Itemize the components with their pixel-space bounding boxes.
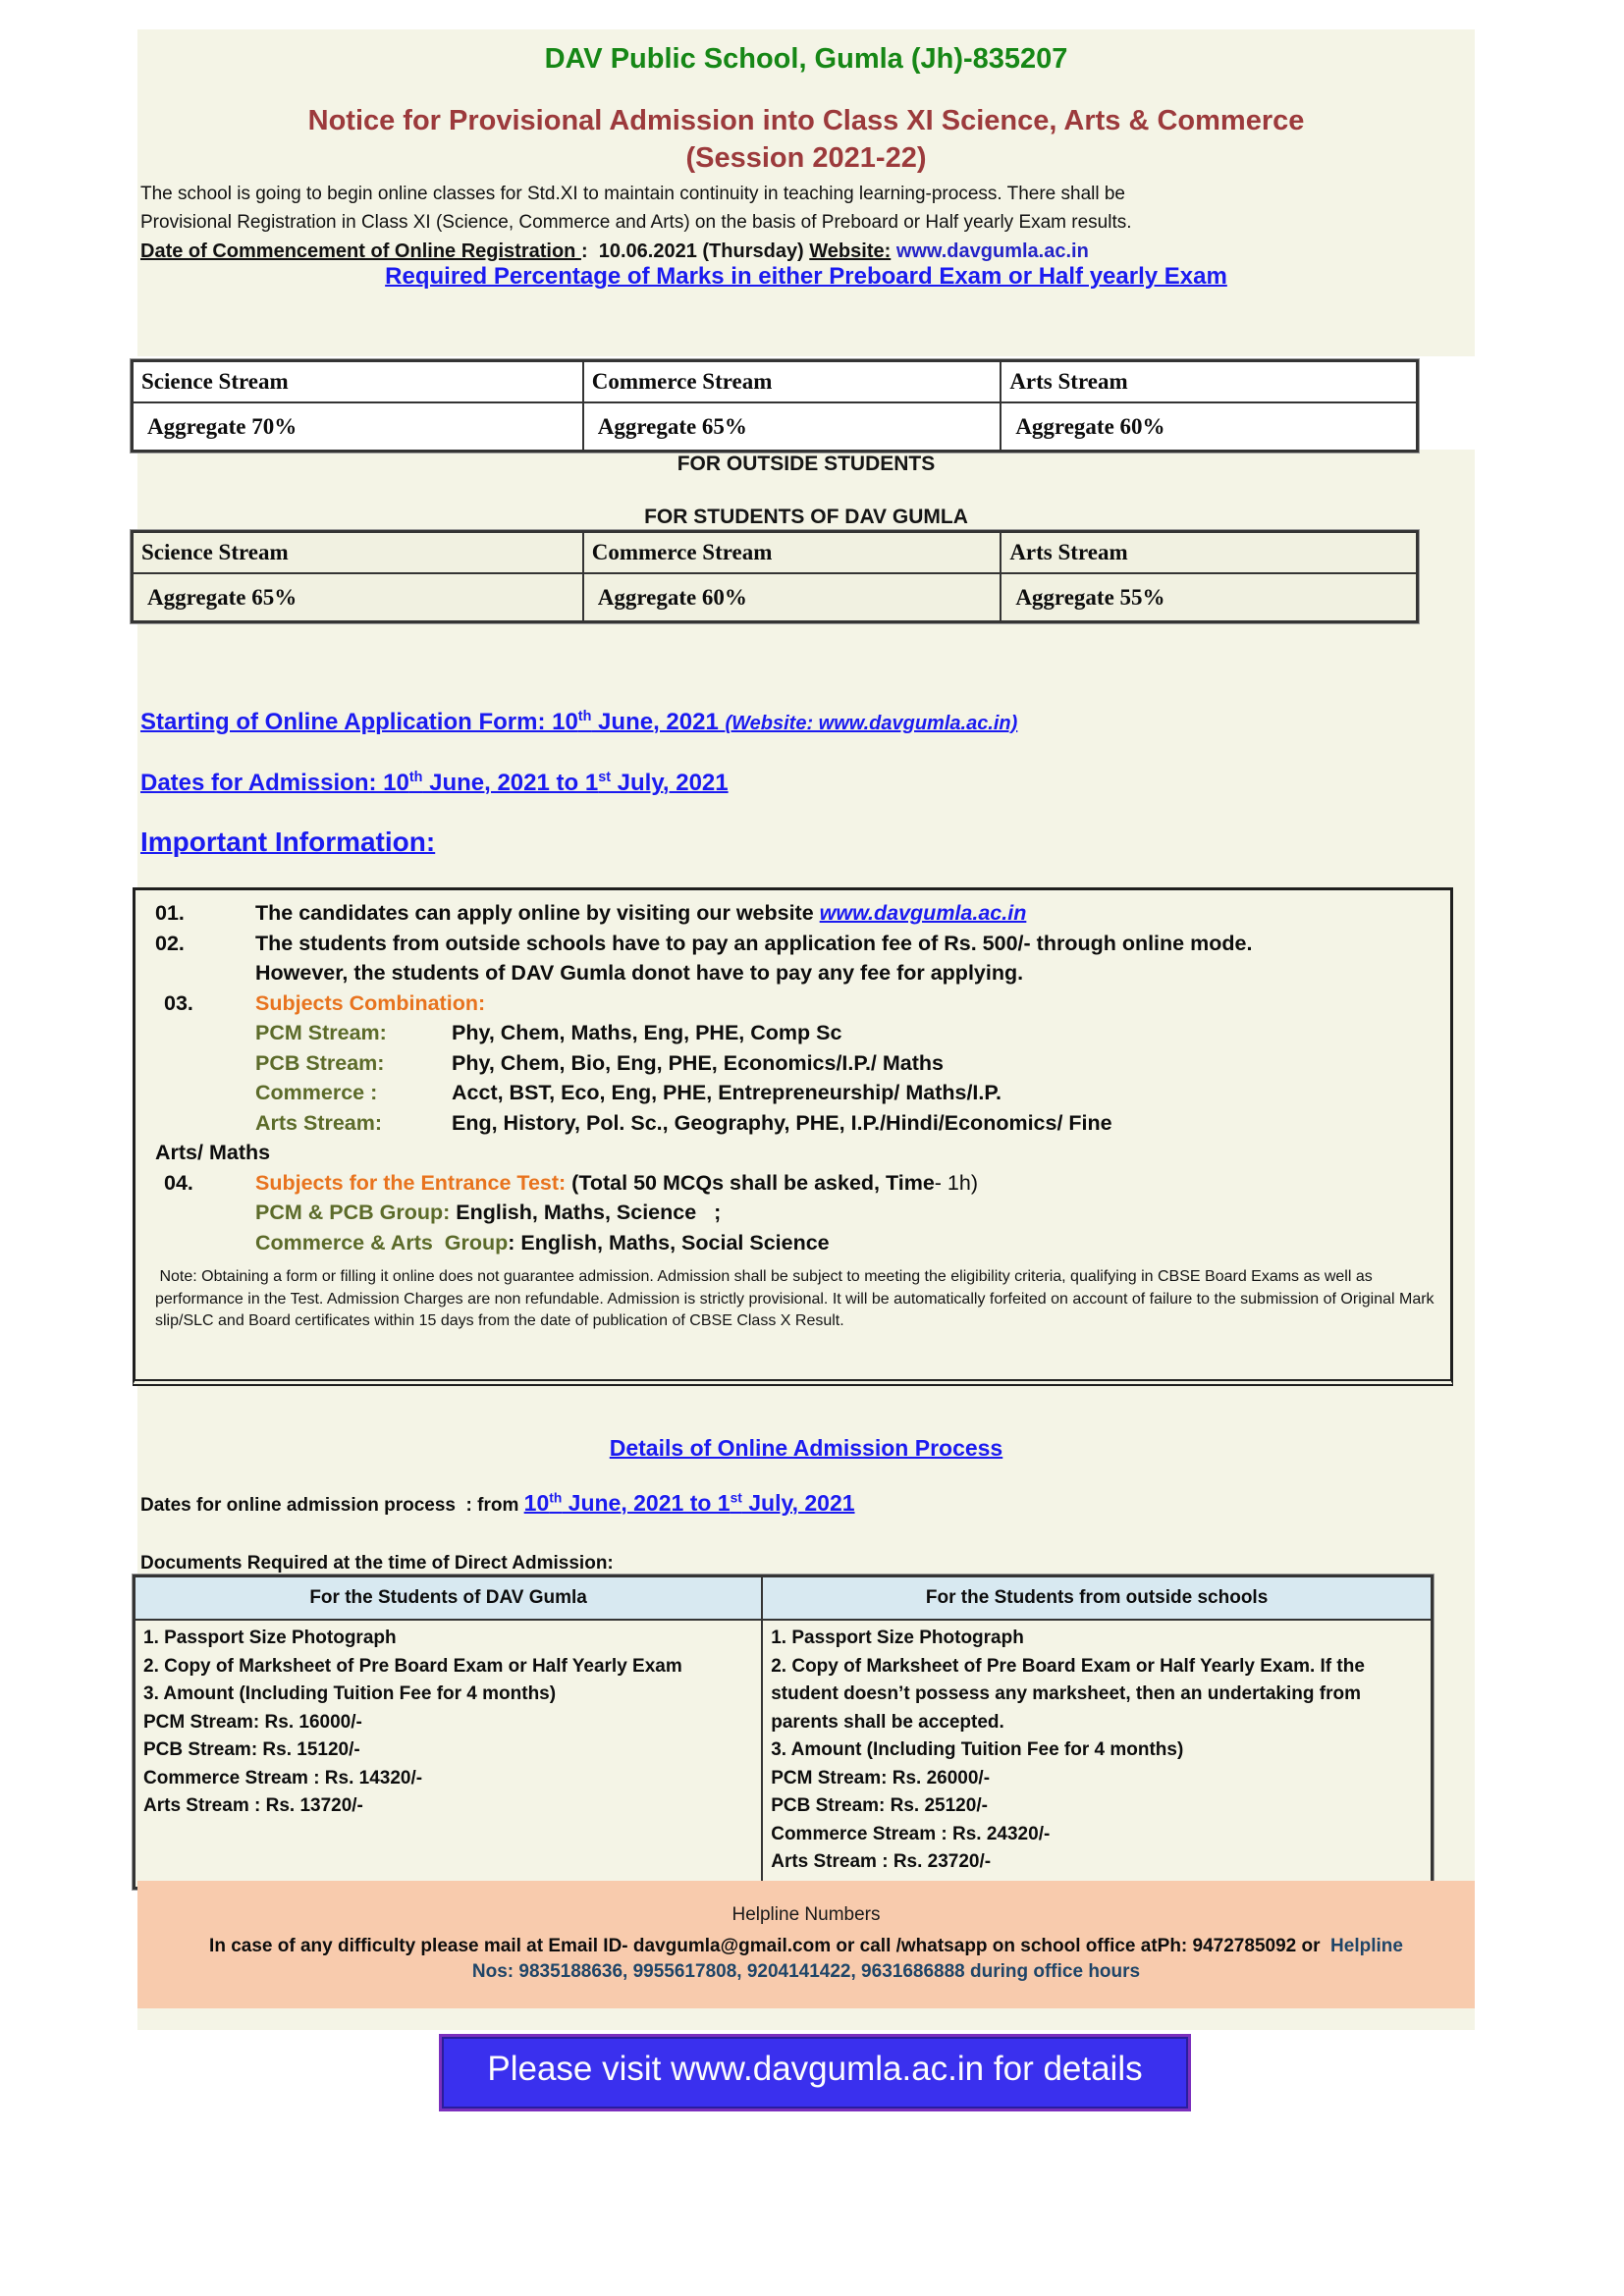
value-cell: Aggregate 60% <box>1001 402 1417 452</box>
item-text: The students from outside schools have to pay an application fee of Rs. 500/- through online mode. However, the students of DAV Gumla donot have to pay any fee for applying. <box>255 931 1253 986</box>
ordinal-suffix: th <box>408 770 423 785</box>
info-item-03 <box>155 988 1436 1019</box>
documents-required-label: Documents Required at the time of Direct Admission: <box>140 1553 614 1574</box>
value-cell: Aggregate 70% <box>133 402 583 452</box>
stream-subjects: Acct, BST, Eco, Eng, PHE, Entrepreneurship/ Maths/I.P. <box>452 1081 1001 1105</box>
header-cell: Arts Stream <box>1001 532 1417 574</box>
helpline-text <box>196 1934 1416 1984</box>
website-link[interactable]: www.davgumla.ac.in <box>891 240 1089 262</box>
header-cell: For the Students from outside schools <box>762 1576 1432 1621</box>
item-number: 01. <box>155 901 185 925</box>
application-start-line <box>140 709 1017 736</box>
pcb-stream-row <box>255 1048 1436 1079</box>
value-cell: Aggregate 65% <box>583 402 1001 452</box>
intro-paragraph <box>140 181 1461 266</box>
documents-table <box>133 1575 1434 1890</box>
visit-website-button[interactable] <box>439 2034 1191 2111</box>
pcm-stream-row <box>255 1018 1436 1048</box>
registration-date-label: Date of Commencement of Online Registration <box>140 240 581 262</box>
pcm-pcb-group-row <box>255 1198 1436 1228</box>
header-cell: Science Stream <box>133 361 583 403</box>
helpline-numbers: Helpline Nos: 9835188636, 9955617808, 9204141422, 9631686888 during office hours <box>471 1936 1409 1982</box>
document-line: PCB Stream: Rs. 25120/- <box>771 1795 988 1816</box>
online-admission-dates-line <box>140 1490 855 1517</box>
document-line: PCB Stream: Rs. 15120/- <box>143 1739 360 1760</box>
item-number: 04. <box>164 1170 193 1195</box>
stream-label: Commerce : <box>255 1081 378 1105</box>
admission-dates-mid: June, 2021 to 1 <box>422 770 599 796</box>
dates-prefix: Dates for online admission process : from <box>140 1495 524 1516</box>
entrance-test-heading: Subjects for the Entrance Test: <box>255 1170 567 1195</box>
admission-dates-text: Dates for Admission: 10 <box>140 770 409 796</box>
dates-range: 10th June, 2021 to 1st July, 2021 <box>523 1490 855 1516</box>
admission-dates-line <box>140 770 729 797</box>
helpline-section <box>137 1881 1475 2008</box>
stream-label: PCM Stream: <box>255 1021 387 1045</box>
ordinal-suffix: st <box>598 770 611 785</box>
info-item-01 <box>155 898 1436 929</box>
table-value-row <box>133 402 1418 452</box>
group-label: Commerce & Arts Group <box>255 1230 509 1255</box>
registration-date-line <box>140 237 1461 266</box>
stream-subjects: Phy, Chem, Maths, Eng, PHE, Comp Sc <box>452 1021 842 1045</box>
outside-students-marks-table <box>131 359 1419 453</box>
header-cell: For the Students of DAV Gumla <box>135 1576 763 1621</box>
document-line: 2. Copy of Marksheet of Pre Board Exam or Half Yearly Exam. If the student doesn’t possess any marksheet, then an undertaking from parents shall be accepted. <box>771 1655 1371 1733</box>
notice-heading <box>137 102 1475 178</box>
website-label: Website: <box>809 240 892 262</box>
item-text: The candidates can apply online by visiting our website <box>255 901 820 925</box>
marks-section-heading: Required Percentage of Marks in either Preboard Exam or Half yearly Exam <box>385 263 1227 290</box>
info-item-04 <box>155 1168 1436 1199</box>
outside-students-documents-cell <box>762 1620 1432 1888</box>
document-line: PCM Stream: Rs. 16000/- <box>143 1711 362 1733</box>
stream-label: Arts Stream: <box>255 1110 383 1135</box>
registration-date-value: : 10.06.2021 (Thursday) <box>580 240 810 262</box>
value-cell: Aggregate 55% <box>1001 573 1417 622</box>
application-start-text: Starting of Online Application Form: 10 <box>140 709 578 735</box>
document-line: Arts Stream : Rs. 13720/- <box>143 1795 363 1816</box>
stream-subjects: Eng, History, Pol. Sc., Geography, PHE, I.P./Hindi/Economics/ Fine <box>452 1110 1112 1135</box>
document-line: 1. Passport Size Photograph <box>143 1628 397 1648</box>
important-information-box <box>133 887 1453 1386</box>
header-cell: Arts Stream <box>1001 361 1417 403</box>
document-line: 3. Amount (Including Tuition Fee for 4 months) <box>143 1683 557 1704</box>
stream-label: PCB Stream: <box>255 1050 385 1075</box>
application-start-date: June, 2021 <box>591 709 726 735</box>
document-line: Arts Stream : Rs. 23720/- <box>771 1851 992 1872</box>
ordinal-suffix: th <box>549 1490 563 1506</box>
document-line: Commerce Stream : Rs. 14320/- <box>143 1767 423 1789</box>
arts-stream-overflow: Arts/ Maths <box>155 1141 271 1165</box>
dav-students-caption: FOR STUDENTS OF DAV GUMLA <box>644 506 968 528</box>
admission-note: Note: Obtaining a form or filling it online does not guarantee admission. Admission shall be subject to meeting the eligibility criteria, qualifying in CBSE Board Exams as well as performance in the Test. Admission Charges are non refundable. Admission is strictly provisional. It will be automatically forfeited on account of failure to the submission of Original Mark slip/SLC and Board certificates within 15 days from the date of publication of CBSE Class X Result. <box>155 1268 1439 1329</box>
helpline-title: Helpline Numbers <box>731 1904 881 1925</box>
table-header-row <box>133 532 1418 574</box>
ordinal-suffix: st <box>730 1490 742 1506</box>
document-line: Commerce Stream : Rs. 24320/- <box>771 1823 1051 1844</box>
visit-website-button-label: Please visit www.davgumla.ac.in for details <box>487 2050 1143 2088</box>
outside-students-caption: FOR OUTSIDE STUDENTS <box>677 453 936 475</box>
ordinal-suffix: th <box>577 709 592 724</box>
arts-stream-row <box>255 1108 1436 1139</box>
group-subjects: : English, Maths, Social Science <box>508 1230 830 1255</box>
documents-table-body-row <box>135 1620 1433 1888</box>
table-header-row <box>133 361 1418 403</box>
intro-line2: Provisional Registration in Class XI (Science, Commerce and Arts) on the basis of Preboard or Half yearly Exam results. <box>140 211 1132 233</box>
document-line: 3. Amount (Including Tuition Fee for 4 months) <box>771 1739 1184 1760</box>
important-information-heading: Important Information: <box>140 827 436 857</box>
commerce-stream-row <box>255 1078 1436 1108</box>
apply-website-link[interactable]: www.davgumla.ac.in <box>819 901 1027 925</box>
header-cell: Commerce Stream <box>583 532 1001 574</box>
commerce-arts-group-row <box>255 1228 1436 1258</box>
intro-line1: The school is going to begin online classes for Std.XI to maintain continuity in teaching learning-process. There shall be <box>140 184 1126 204</box>
school-title: DAV Public School, Gumla (Jh)-835207 <box>544 43 1068 75</box>
entrance-test-detail: (Total 50 MCQs shall be asked, Time <box>566 1170 935 1195</box>
group-label: PCM & PCB Group: <box>255 1201 451 1225</box>
item-number: 02. <box>155 931 185 955</box>
table-value-row <box>133 573 1418 622</box>
notice-heading-line1: Notice for Provisional Admission into Class XI Science, Arts & Commerce <box>307 105 1305 136</box>
documents-table-header-row <box>135 1576 1433 1621</box>
admission-process-heading: Details of Online Admission Process <box>609 1435 1003 1461</box>
notice-heading-line2: (Session 2021-22) <box>685 142 927 175</box>
document-line: 2. Copy of Marksheet of Pre Board Exam or Half Yearly Exam <box>143 1655 682 1677</box>
info-item-02 <box>155 929 1436 988</box>
document-line: PCM Stream: Rs. 26000/- <box>771 1767 991 1789</box>
group-subjects: English, Maths, Science ; <box>450 1201 722 1225</box>
application-start-website: (Website: www.davgumla.ac.in) <box>725 713 1018 734</box>
admission-dates-end: July, 2021 <box>610 770 729 796</box>
header-cell: Science Stream <box>133 532 583 574</box>
dav-students-marks-table <box>131 530 1419 623</box>
value-cell: Aggregate 65% <box>133 573 583 622</box>
document-line: 1. Passport Size Photograph <box>771 1628 1024 1648</box>
entrance-test-time: - 1h) <box>934 1170 978 1195</box>
subjects-combination-heading: Subjects Combination: <box>255 990 486 1015</box>
item-number: 03. <box>164 990 193 1015</box>
helpline-contact-text: In case of any difficulty please mail at Email ID- davgumla@gmail.com or call /whatsapp on school office atPh: 9472785092 or <box>209 1936 1331 1956</box>
dav-students-documents-cell <box>135 1620 763 1888</box>
header-cell: Commerce Stream <box>583 361 1001 403</box>
value-cell: Aggregate 60% <box>583 573 1001 622</box>
stream-subjects: Phy, Chem, Bio, Eng, PHE, Economics/I.P./ Maths <box>452 1050 944 1075</box>
